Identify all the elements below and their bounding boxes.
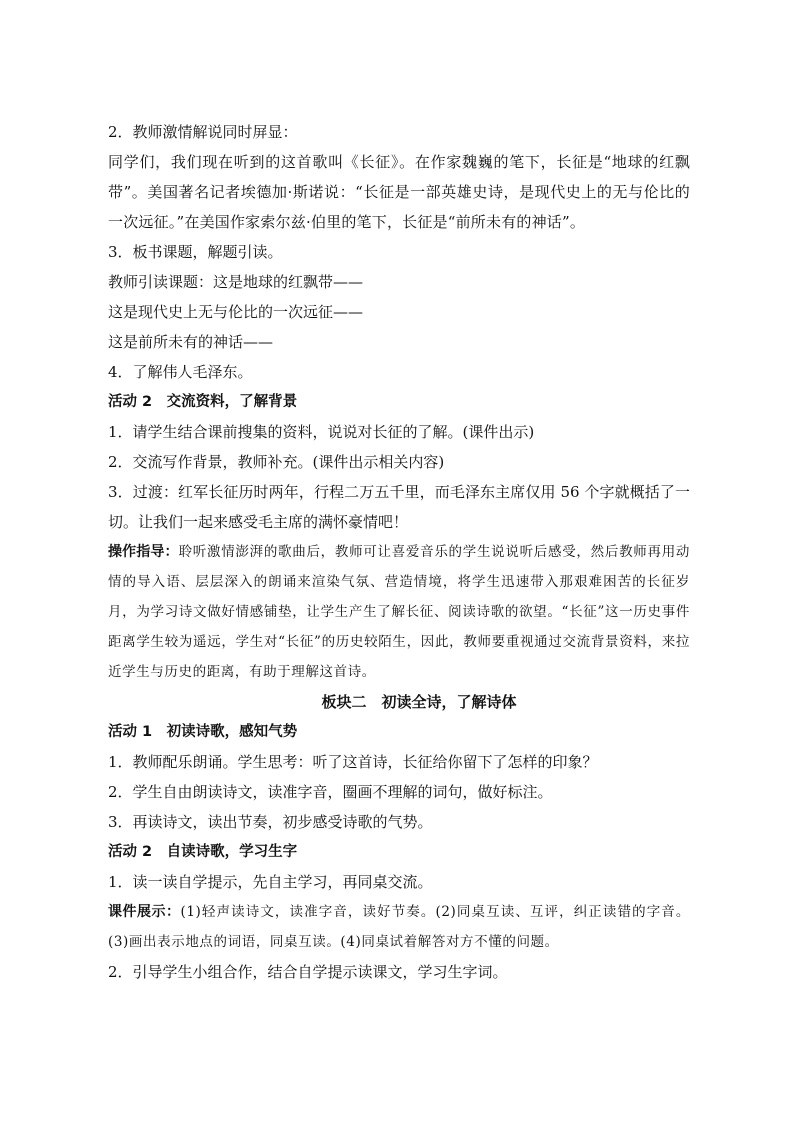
courseware-display: [108, 897, 690, 957]
block-2-title: 板块二 初读全诗，了解诗体: [321, 693, 517, 711]
activity-2-item-1: 1．请学生结合课前搜集的资料，说说对长征的了解。(课件出示): [108, 423, 535, 441]
operation-guide-text: 聆听激情澎湃的歌曲后，教师可让喜爱音乐的学生说说听后感受，然后教师再用动情的导入语、层层深入的朗诵来渲染气氛、营造情境，将学生迅速带入那艰难困苦的长征岁月，为学习诗文做好情感铺垫，让学生产生了解长征、阅读诗歌的欲望。“长征”这一历史事件距离学生较为遥远，学生对“长征”的历史较陌生，因此，教师要重视通过交流背景资料，来拉近学生与历史的距离，有助于理解这首诗。: [108, 544, 691, 680]
document-content: [108, 117, 690, 987]
activity-2b-heading: 活动 2 自读诗歌，学习生字: [108, 844, 298, 860]
item-2-body: 同学们，我们现在听到的这首歌叫《长征》。在作家魏巍的笔下，长征是“地球的红飘带”。美国著名记者埃德加·斯诺说：“长征是一部英雄史诗，是现代史上的无与伦比的一次远征。”在美国作家索尔兹·伯里的笔下，长征是“前所未有的神话”。: [108, 153, 690, 231]
activity-2-item-2: 2．交流写作背景，教师补充。(课件出示相关内容): [108, 453, 445, 471]
activity-1-item-2: 2．学生自由朗读诗文，读准字音，圈画不理解的词句，做好标注。: [108, 783, 553, 801]
activity-1-item-3: 3．再读诗文，读出节奏，初步感受诗歌的气势。: [108, 813, 433, 831]
item-2-title: 2．教师激情解说同时屏显：: [108, 123, 298, 141]
item-3-title: 3．板书课题，解题引读。: [108, 243, 283, 261]
lead-line-3: 这是前所未有的神话——: [108, 333, 274, 351]
lead-line-1: 教师引读课题：这是地球的红飘带——: [108, 273, 364, 291]
operation-guide: [108, 537, 690, 687]
item-4-title: 4．了解伟人毛泽东。: [108, 363, 253, 381]
courseware-label: 课件展示：: [108, 904, 181, 920]
activity-2b-item-1: 1．读一读自学提示，先自主学习，再同桌交流。: [108, 873, 433, 891]
courseware-text: (1)轻声读诗文，读准字音，读好节奏。(2)同桌互读、互评，纠正读错的字音。(3)画出表示地点的词语，同桌互读。(4)同桌试着解答对方不懂的问题。: [108, 904, 691, 950]
activity-2-heading: 活动 2 交流资料，了解背景: [108, 394, 298, 410]
lead-line-2: 这是现代史上无与伦比的一次远征——: [108, 303, 364, 321]
activity-2-item-3: 3．过渡：红军长征历时两年，行程二万五千里，而毛泽东主席仅用 56 个字就概括了一切。让我们一起来感受毛主席的满怀豪情吧！: [108, 483, 690, 531]
activity-1-heading: 活动 1 初读诗歌，感知气势: [108, 724, 298, 740]
activity-1-item-1: 1．教师配乐朗诵。学生思考：听了这首诗，长征给你留下了怎样的印象？: [108, 753, 598, 771]
activity-2b-item-2: 2．引导学生小组合作，结合自学提示读课文，学习生字词。: [108, 963, 508, 981]
operation-guide-label: 操作指导：: [108, 544, 179, 560]
